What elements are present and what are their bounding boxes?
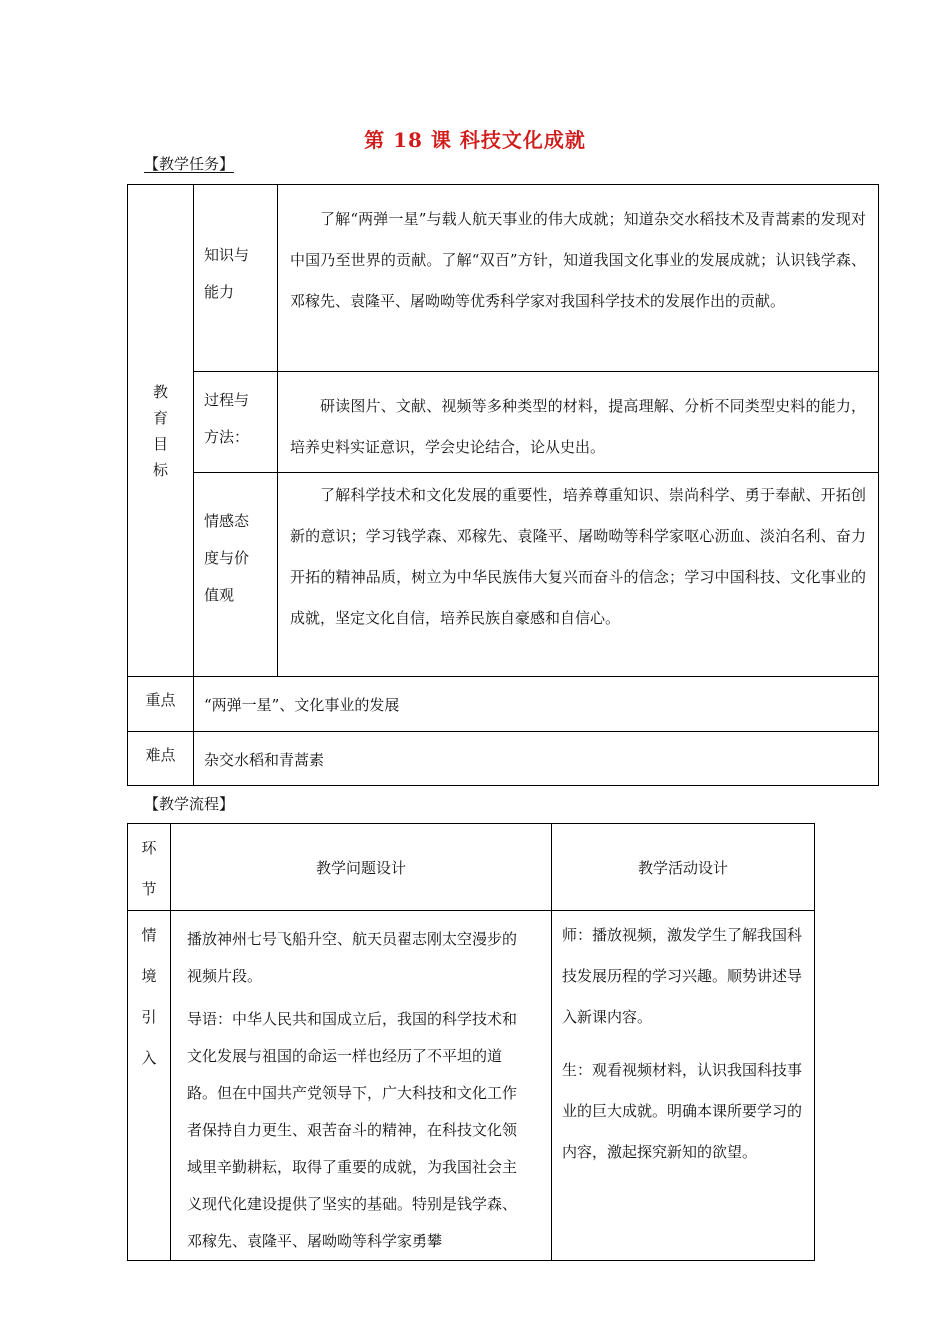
teaching-goals-table: [127, 184, 879, 786]
goals-row-label-char: 教: [152, 382, 168, 401]
flow-activity-teacher: 师：播放视频，激发学生了解我国科技发展历程的学习兴趣。顺势讲述导入新课内容。: [562, 926, 803, 1026]
key-point-row: [128, 677, 879, 732]
goal-row-process: [128, 372, 879, 473]
emotion-text: 了解科学技术和文化发展的重要性，培养尊重知识、崇尚科学、勇于奉献、开拓创新的意识；学习钱学森、邓稼先、袁隆平、屠呦呦等科学家呕心沥血、淡泊名利、奋力开拓的精神品质，树立为中华民族伟大复兴而奋斗的信念；学习中国科技、文化事业的成就，坚定文化自信，培养民族自豪感和自信心。: [278, 473, 879, 677]
flow-activity-student: 生：观看视频材料，认识我国科技事业的巨大成就。明确本课所要学习的内容，激起探究新知的欲望。: [562, 1061, 803, 1161]
knowledge-text: 了解“两弹一星”与载人航天事业的伟大成就；知道杂交水稻技术及青蒿素的发现对中国乃至世界的贡献。了解“双百”方针，知道我国文化事业的发展成就；认识钱学森、邓稼先、袁隆平、屠呦呦等优秀科学家对我国科学技术的发展作出的贡献。: [278, 185, 879, 372]
key-point-text: “两弹一星”、文化事业的发展: [194, 677, 879, 732]
goals-row-label: [128, 185, 194, 677]
process-text: 研读图片、文献、视频等多种类型的材料，提高理解、分析不同类型史料的能力，培养史料实证意识，学会史论结合，论从史出。: [278, 372, 879, 473]
flow-question: [171, 911, 552, 1261]
page-title: 第 18 课 科技文化成就: [364, 128, 586, 152]
flow-header-activity: 教学活动设计: [552, 824, 815, 911]
section-label-tasks-text: 【教学任务】: [144, 155, 235, 173]
flow-stage: 情 境 引 入: [128, 911, 171, 1261]
flow-question-paragraph: 导语：中华人民共和国成立后，我国的科学技术和文化发展与祖国的命运一样也经历了不平坦的道路。但在中国共产党领导下，广大科技和文化工作者保持自力更生、艰苦奋斗的精神，在科技文化领域里辛勤耕耘，取得了重要的成就，为我国社会主义现代化建设提供了坚实的基础。特别是钱学森、邓稼先、袁隆平、屠呦呦等科学家勇攀: [187, 1010, 518, 1250]
flow-header-stage: 环 节: [128, 824, 171, 911]
teaching-flow-table: [127, 823, 815, 1261]
goals-row-label-char: 目: [152, 434, 168, 453]
goals-row-label-char: 标: [152, 460, 168, 479]
flow-row: [128, 911, 815, 1261]
key-point-label: 重点: [128, 677, 194, 732]
section-label-tasks: [144, 153, 234, 174]
goal-row-knowledge: [128, 185, 879, 372]
flow-header-row: [128, 824, 815, 911]
flow-activity: [552, 911, 815, 1261]
knowledge-label: 知识与 能力: [194, 185, 278, 372]
goals-row-label-char: 育: [152, 408, 168, 427]
flow-header-question: 教学问题设计: [171, 824, 552, 911]
flow-question-paragraph: 播放神州七号飞船升空、航天员翟志刚太空漫步的视频片段。: [187, 930, 518, 985]
section-label-flow: 【教学流程】: [144, 795, 235, 813]
difficulty-row: [128, 732, 879, 786]
difficulty-text: 杂交水稻和青蒿素: [194, 732, 879, 786]
process-label: 过程与 方法：: [194, 372, 278, 473]
difficulty-label: 难点: [128, 732, 194, 786]
goal-row-emotion: [128, 473, 879, 677]
emotion-label: 情感态 度与价 值观: [194, 473, 278, 677]
